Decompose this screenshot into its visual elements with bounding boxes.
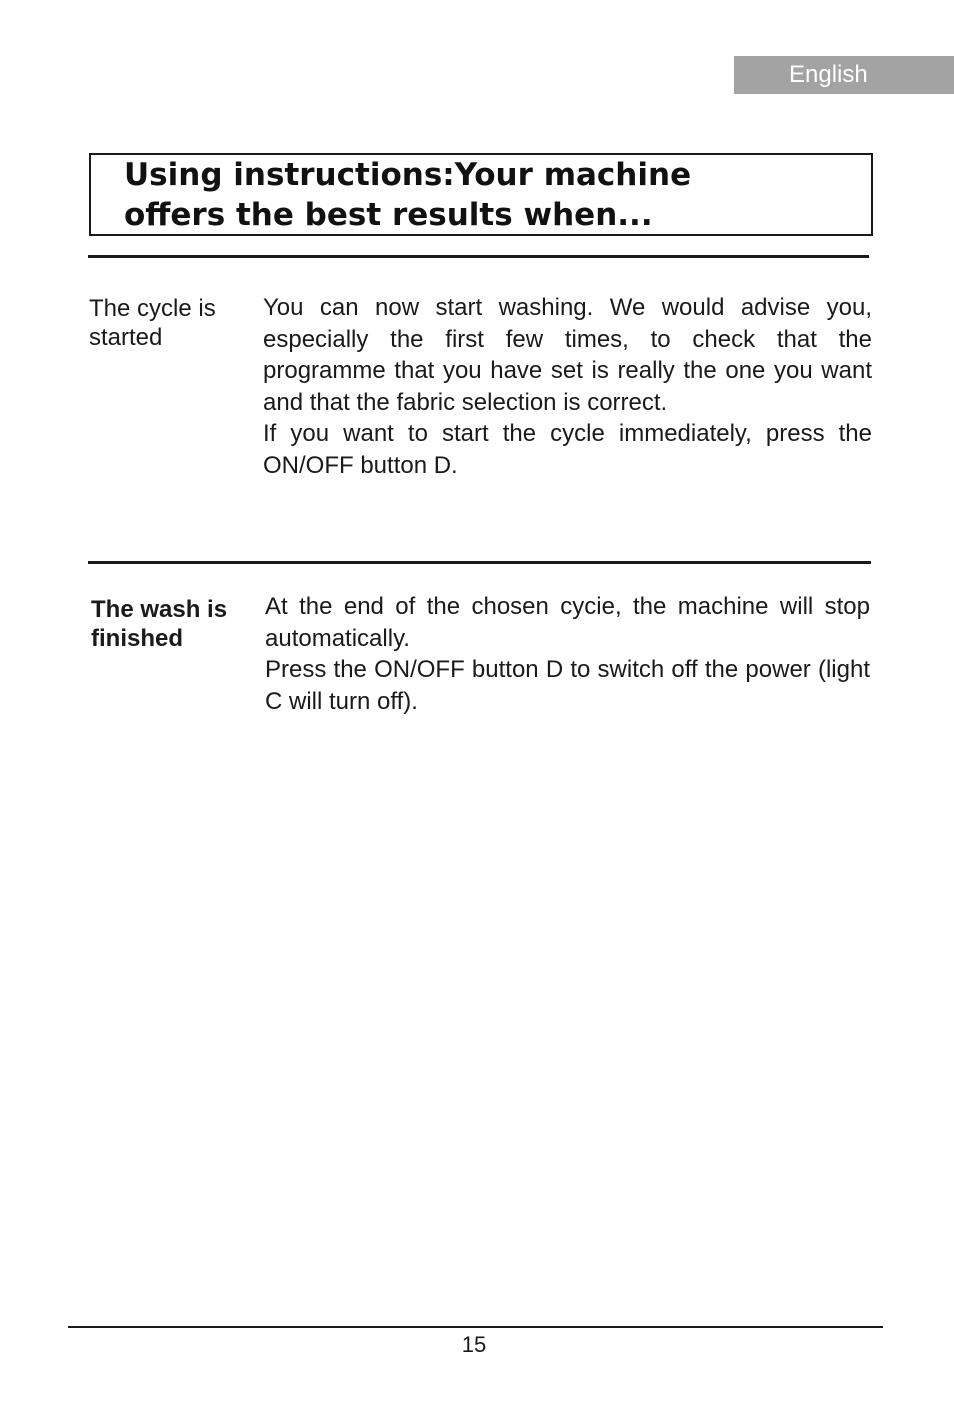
section-divider <box>88 255 869 258</box>
section-divider <box>88 561 871 564</box>
body-paragraph: If you want to start the cycle immediately, press the ON/OFF button D. <box>263 420 872 479</box>
body-paragraph: Press the ON/OFF button D to switch off the power (light C will turn off). <box>265 656 870 715</box>
section-label-line: The wash is <box>91 596 228 623</box>
section-body-cycle-started <box>263 292 872 482</box>
section-label-line: started <box>89 324 163 351</box>
section-label-line: The cycle is <box>89 295 216 322</box>
section-body-wash-finished <box>265 591 870 717</box>
page-title-line-2: offers the best results when... <box>124 197 653 233</box>
language-tab: English <box>734 56 954 94</box>
page-number: 15 <box>461 1332 487 1357</box>
page-title-line-1: Using instructions:Your machine <box>124 157 692 193</box>
body-paragraph: You can now start washing. We would advise you, especially the first few times, to check that the programme that you have set is really the one you want and that the fabric selection is correct. <box>263 294 872 416</box>
body-paragraph: At the end of the chosen cycie, the machine will stop automatically. <box>265 593 870 652</box>
section-label-wash-finished <box>91 595 227 653</box>
footer-divider <box>68 1326 883 1328</box>
section-label-cycle-started <box>89 294 216 352</box>
page-title-box <box>89 153 873 236</box>
section-label-line: finished <box>91 625 184 652</box>
